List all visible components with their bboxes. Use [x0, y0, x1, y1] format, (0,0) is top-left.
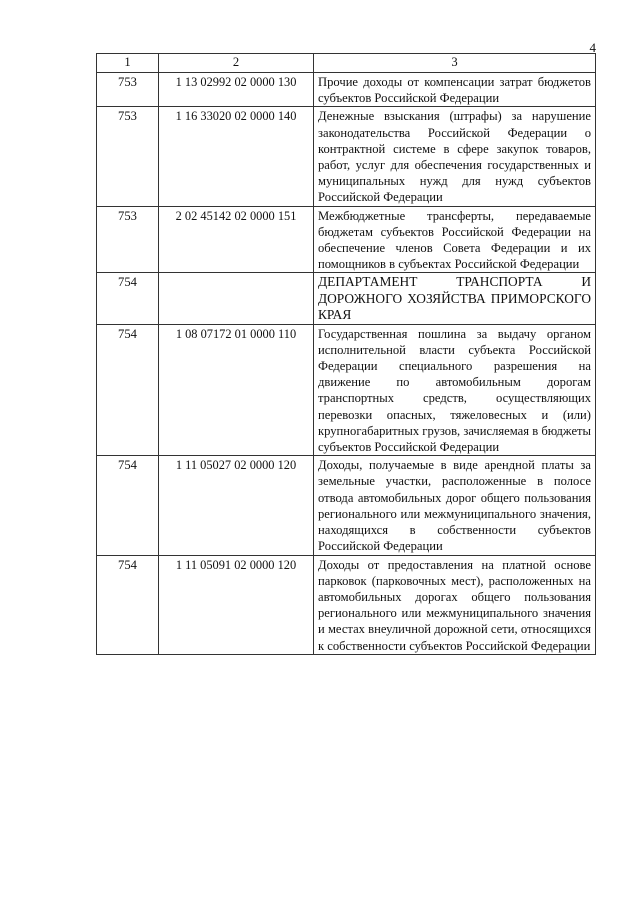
budget-code-cell: 1 16 33020 02 0000 140 — [159, 107, 314, 206]
budget-code-cell: 1 08 07172 01 0000 110 — [159, 324, 314, 456]
description-cell: Доходы от предоставления на платной основе парковок (парковочных мест), расположенных на автомобильных дорогах общего пользования регионального или межмуниципального значения и местах внеуличной дорожной сети, относящихся к собственности субъектов Российской Федерации — [314, 555, 596, 654]
description-cell: Доходы, получаемые в виде арендной платы за земельные участки, расположенные в полосе отвода автомобильных дорог общего пользования регионального или межмуниципального значения, находящихся в собственности субъектов Российской Федерации — [314, 456, 596, 555]
budget-code-cell: 2 02 45142 02 0000 151 — [159, 206, 314, 273]
table-row — [97, 456, 596, 555]
description-cell: Денежные взыскания (штрафы) за нарушение законодательства Российской Федерации о контрактной системе в сфере закупок товаров, работ, услуг для обеспечения государственных и муниципальных нужд для нужд субъектов Российской Федерации — [314, 107, 596, 206]
description-cell: Межбюджетные трансферты, передаваемые бюджетам субъектов Российской Федерации на обеспечение членов Совета Федерации и их помощников в субъектах Российской Федерации — [314, 206, 596, 273]
table-row — [97, 555, 596, 654]
admin-code-cell: 753 — [97, 107, 159, 206]
admin-code-cell: 754 — [97, 555, 159, 654]
admin-code-cell: 753 — [97, 73, 159, 107]
description-cell: Прочие доходы от компенсации затрат бюджетов субъектов Российской Федерации — [314, 73, 596, 107]
column-header: 2 — [159, 54, 314, 73]
budget-code-cell: 1 11 05027 02 0000 120 — [159, 456, 314, 555]
table-row — [97, 206, 596, 273]
admin-code-cell: 754 — [97, 456, 159, 555]
column-header: 1 — [97, 54, 159, 73]
admin-code-cell: 753 — [97, 206, 159, 273]
table-row — [97, 273, 596, 324]
page-number: 4 — [589, 40, 596, 55]
description-cell: Государственная пошлина за выдачу органом исполнительной власти субъекта Российской Федерации специального разрешения на движение по автомобильным дорогам транспортных средств, осуществляющих перевозки опасных, тяжеловесных и (или) крупногабаритных грузов, зачисляемая в бюджеты субъектов Российской Федерации — [314, 324, 596, 456]
budget-code-cell: 1 11 05091 02 0000 120 — [159, 555, 314, 654]
column-header: 3 — [314, 54, 596, 73]
admin-code-cell: 754 — [97, 324, 159, 456]
table-header-row — [97, 54, 596, 73]
table-row — [97, 73, 596, 107]
revenue-codes-table — [96, 53, 596, 655]
budget-code-cell — [159, 273, 314, 324]
table-row — [97, 107, 596, 206]
admin-code-cell: 754 — [97, 273, 159, 324]
table-row — [97, 324, 596, 456]
budget-code-cell: 1 13 02992 02 0000 130 — [159, 73, 314, 107]
department-name-cell: ДЕПАРТАМЕНТ ТРАНСПОРТА И ДОРОЖНОГО ХОЗЯЙСТВА ПРИМОРСКОГО КРАЯ — [314, 273, 596, 324]
